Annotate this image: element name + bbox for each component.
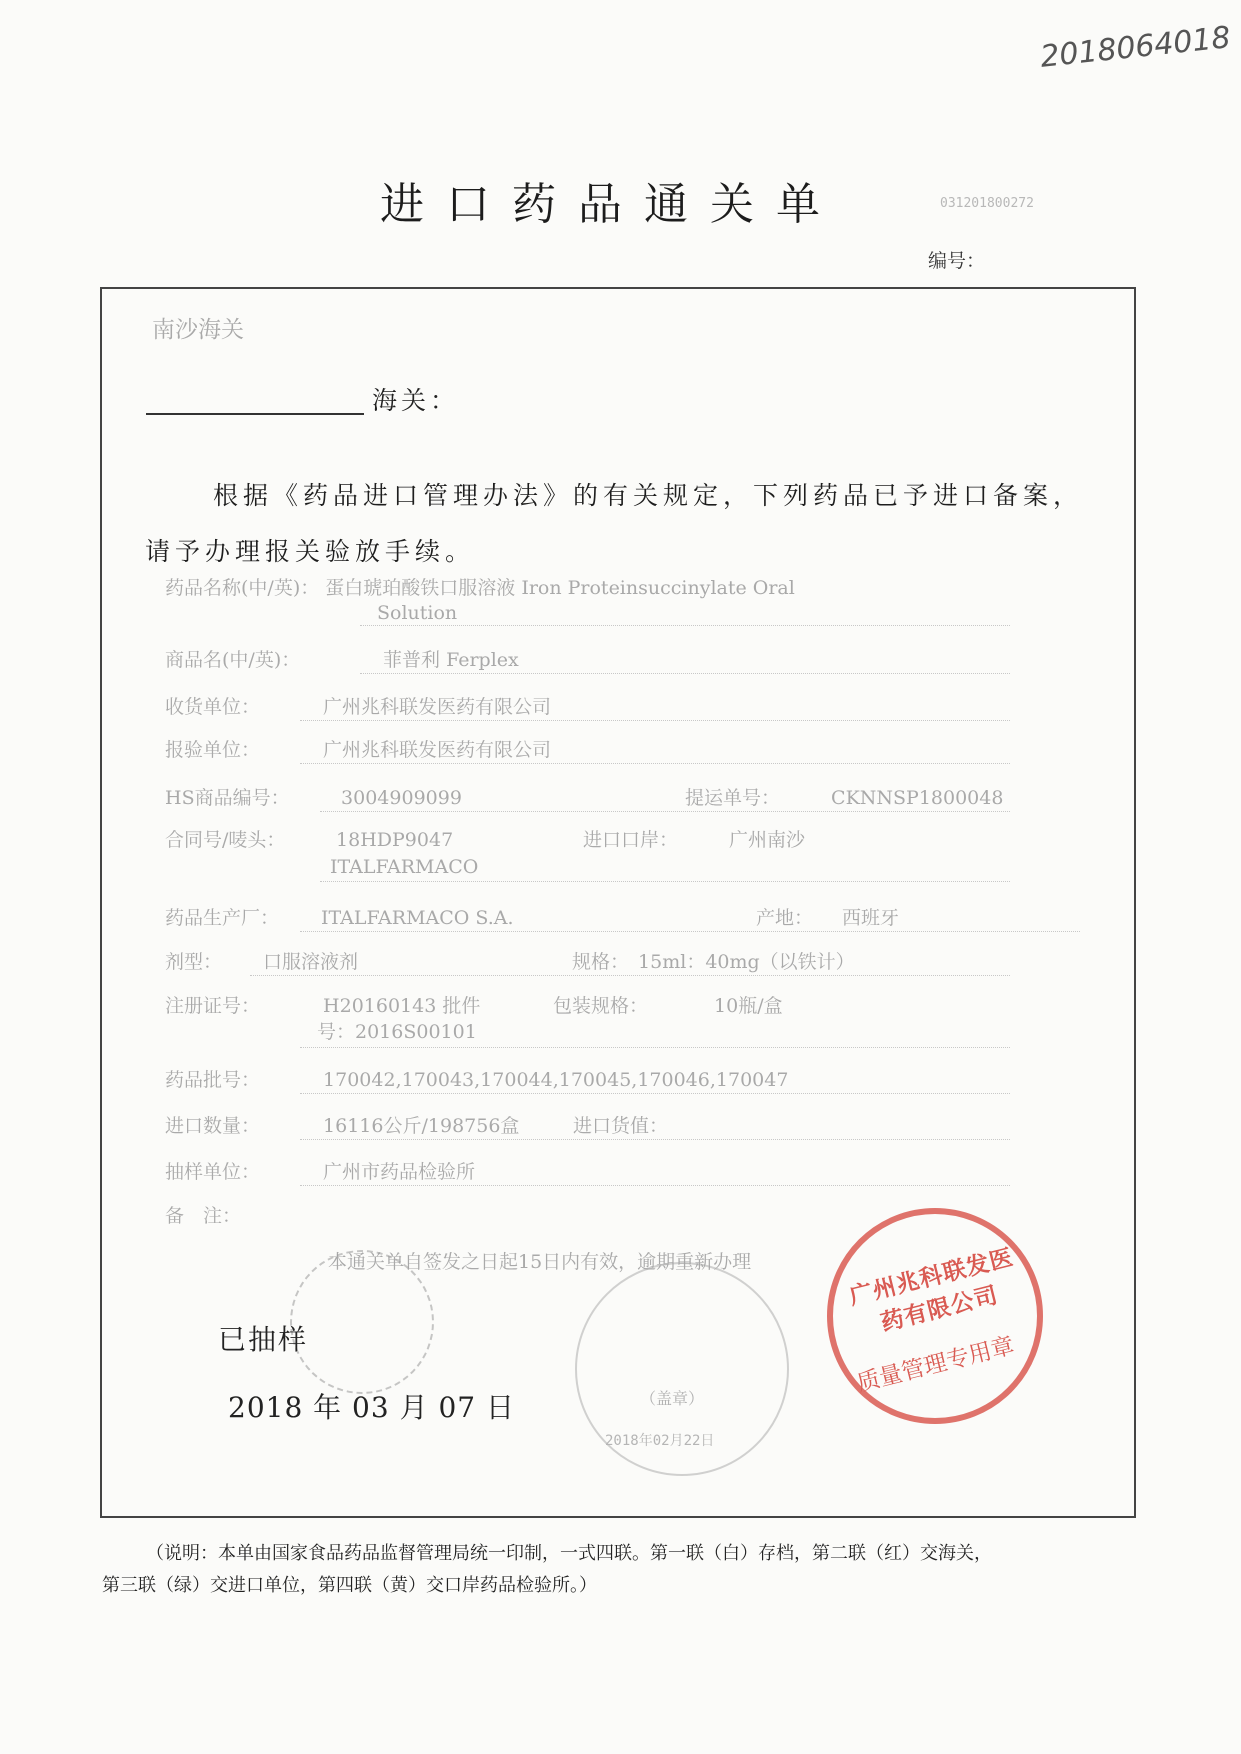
field-value: 10瓶/盒 — [714, 995, 783, 1017]
field-registration — [165, 994, 480, 1018]
field-label: 进口货值： — [573, 1115, 669, 1137]
field-batch-numbers — [165, 1068, 788, 1092]
seal-company-name: 广州兆科联发医药有限公司 — [846, 1244, 1017, 1337]
explanation-line-2: 第三联（绿）交进口单位，第四联（黄）交口岸药品检验所。） — [102, 1575, 597, 1596]
underline — [320, 880, 1010, 882]
underline — [300, 1092, 1010, 1094]
field-value: H20160143 批件 — [323, 995, 481, 1017]
field-sampling-unit — [165, 1160, 475, 1184]
field-specification — [572, 950, 855, 974]
intro-paragraph: 根据《药品进口管理办法》的有关规定，下列药品已予进口备案，请予办理报关验放手续。 — [145, 481, 1084, 566]
field-value: 3004909099 — [341, 787, 462, 809]
underline — [360, 672, 1010, 674]
field-quantity — [165, 1114, 519, 1138]
field-packaging — [553, 994, 783, 1018]
field-drug-name — [165, 576, 795, 600]
field-label: 进口口岸： — [583, 829, 679, 851]
underline — [250, 974, 1010, 976]
field-contract-cont: ITALFARMACO — [330, 856, 479, 878]
field-remarks — [165, 1204, 241, 1228]
field-drug-name-cont: Solution — [377, 602, 458, 624]
field-label: 收货单位： — [165, 696, 261, 718]
sampled-status: 已抽样 — [218, 1323, 309, 1356]
underline — [360, 624, 1010, 626]
field-label: 商品名(中/英)： — [165, 649, 301, 671]
field-value: 口服溶液剂 — [263, 951, 359, 973]
field-label: 抽样单位： — [165, 1161, 261, 1183]
seal-purpose: 质量管理专用章 — [854, 1332, 1017, 1398]
field-label: 进口数量： — [165, 1115, 261, 1137]
field-label: 剂型： — [165, 951, 223, 973]
field-label: 注册证号： — [165, 995, 261, 1017]
field-label: 提运单号： — [685, 787, 781, 809]
field-value: 18HDP9047 — [336, 829, 454, 851]
field-bill-of-lading — [685, 786, 1003, 810]
sampling-date: 2018 年 03 月 07 日 — [228, 1391, 516, 1424]
field-value: 170042,170043,170044,170045,170046,170047 — [323, 1069, 789, 1091]
document-title: 进口药品通关单 — [380, 179, 842, 230]
field-value: 15ml：40mg（以铁计） — [638, 951, 855, 973]
field-value — [573, 1114, 668, 1138]
explanation-line-1: （说明：本单由国家食品药品监督管理局统一印制，一式四联。第一联（白）存档，第二联（红）交海关， — [146, 1543, 992, 1564]
field-label: 报验单位： — [165, 739, 261, 761]
customs-label: 海关： — [372, 386, 460, 415]
field-value: CKNNSP1800048 — [831, 787, 1004, 809]
field-declarant — [165, 738, 551, 762]
handwritten-reference: 2018064018 — [1038, 20, 1233, 75]
field-label: 规格： — [572, 951, 630, 973]
field-label: 包装规格： — [553, 995, 649, 1017]
field-label: 产地： — [756, 907, 814, 929]
field-hs-code — [165, 786, 462, 810]
field-origin — [756, 906, 899, 930]
field-value: 蛋白琥珀酸铁口服溶液 Iron Proteinsuccinylate Oral — [325, 577, 795, 599]
field-dosage-form — [165, 950, 358, 974]
field-registration-cont: 号：2016S00101 — [317, 1021, 477, 1043]
field-label: 药品名称(中/英)： — [165, 577, 320, 599]
seal-label: （盖章） — [640, 1389, 705, 1408]
field-trade-name — [165, 648, 519, 672]
field-value: 广州南沙 — [729, 829, 806, 851]
underline — [320, 810, 1010, 812]
number-label: 编号： — [928, 250, 986, 272]
field-label: HS商品编号： — [165, 787, 290, 809]
customs-name: 南沙海关 — [152, 317, 244, 343]
customs-blank-line — [146, 413, 364, 415]
field-value: ITALFARMACO S.A. — [321, 907, 514, 929]
explanation-note — [102, 1538, 1136, 1602]
field-consignee — [165, 695, 551, 719]
underline — [300, 1184, 1010, 1186]
field-port — [583, 828, 805, 852]
serial-number: 031201800272 — [940, 196, 1034, 211]
field-value: 广州兆科联发医药有限公司 — [323, 739, 552, 761]
field-contract — [165, 828, 453, 852]
validity-note: 本通关单自签发之日起15日内有效，逾期重新办理 — [328, 1251, 752, 1273]
field-value: 16116公斤/198756盒 — [323, 1115, 520, 1137]
underline — [300, 1138, 1010, 1140]
field-value: 西班牙 — [842, 907, 900, 929]
seal-date: 2018年02月22日 — [605, 1433, 715, 1449]
field-value: 广州市药品检验所 — [323, 1161, 476, 1183]
field-label: 药品批号： — [165, 1069, 261, 1091]
field-label: 药品生产厂： — [165, 907, 280, 929]
field-value: 菲普利 Ferplex — [383, 649, 519, 671]
field-manufacturer — [165, 906, 514, 930]
field-value: 广州兆科联发医药有限公司 — [323, 696, 552, 718]
field-label: 合同号/唛头： — [165, 829, 286, 851]
underline — [300, 930, 1080, 932]
underline — [300, 719, 1010, 721]
underline — [300, 1046, 1010, 1048]
field-label: 备 注： — [165, 1205, 242, 1227]
underline — [300, 762, 1010, 764]
